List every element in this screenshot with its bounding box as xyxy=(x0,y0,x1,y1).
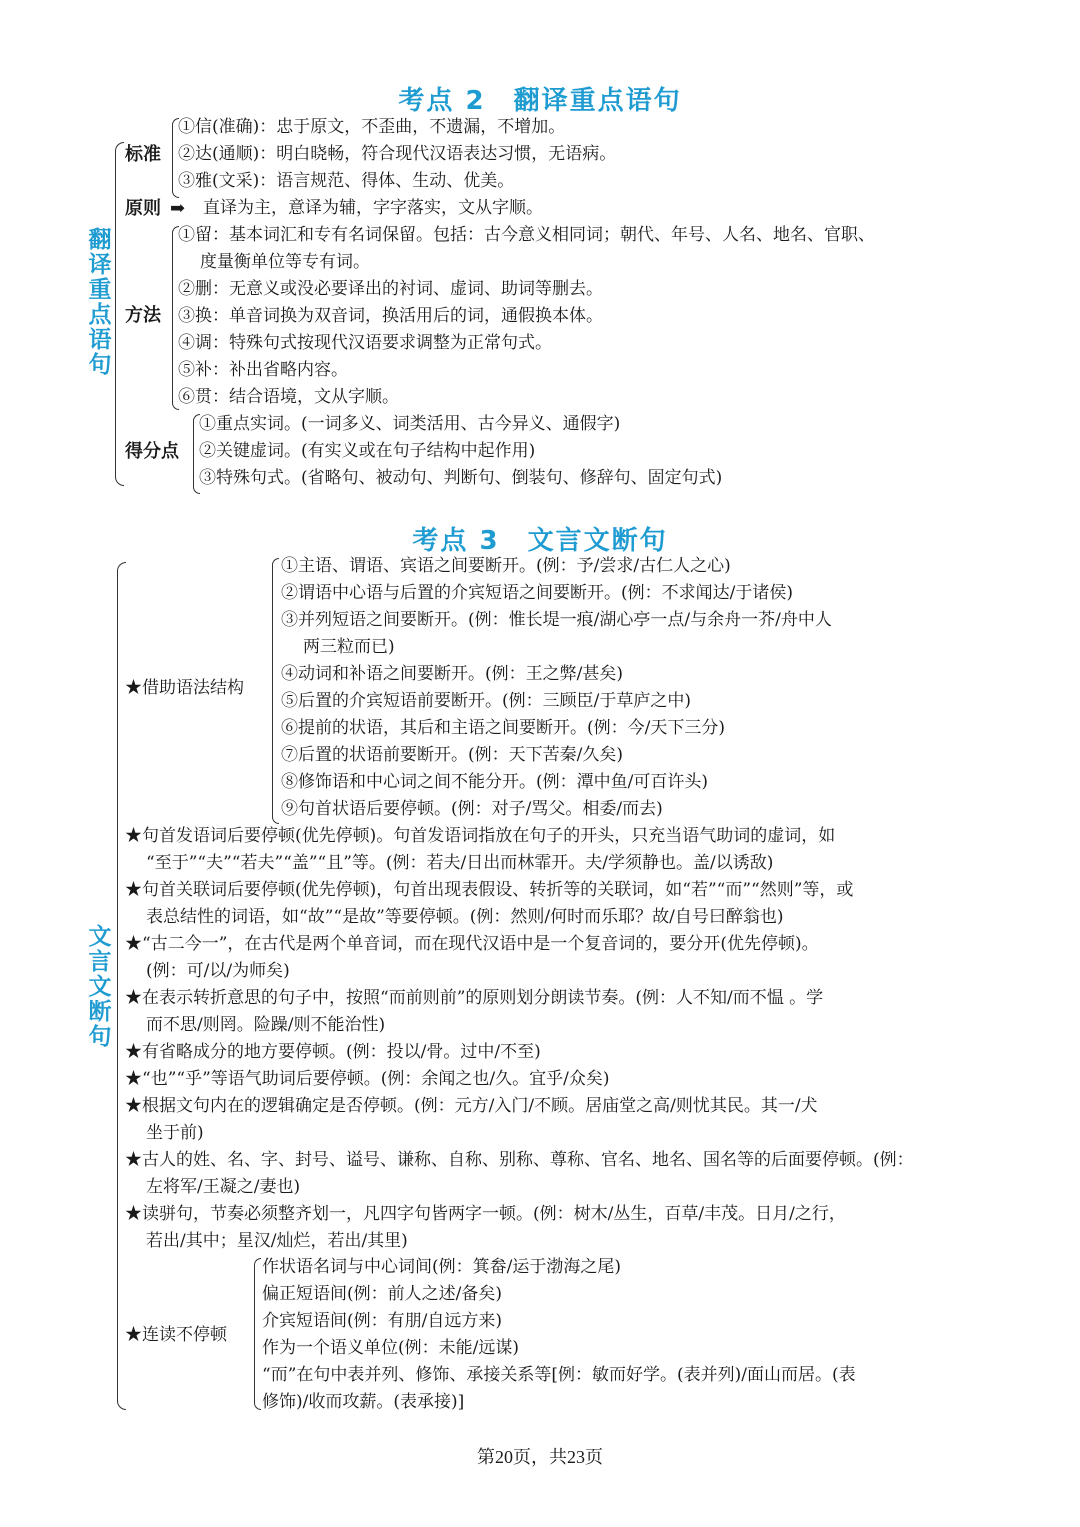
score-item-3: ③特殊句式。(省略句、被动句、判断句、倒装句、修辞句、固定句式) xyxy=(199,468,723,488)
principle-label: 原则 xyxy=(125,198,161,219)
section3-title: 考点 3 文言文断句 xyxy=(412,526,668,556)
method-item-3: ③换：单音词换为双音词，换活用后的词，通假换本体。 xyxy=(178,306,603,326)
rule-7-line2: 坐于前) xyxy=(146,1123,204,1143)
continuous-item-5: “而”在句中表并列、修饰、承接关系等[例：敏而好学。(表并列)/面山而居。(表 xyxy=(262,1365,856,1385)
grammar-item-6: ⑥提前的状语，其后和主语之间要断开。(例：今/天下三分) xyxy=(281,718,725,738)
rule-3-line2: (例：可/以/为师矣) xyxy=(146,961,290,981)
rule-4-line2: 而不思/则罔。险躁/则不能治性) xyxy=(146,1015,386,1035)
rule-6-line1: ★“也”“乎”等语气助词后要停顿。(例：余闻之也/久。宜乎/众矣) xyxy=(125,1069,610,1089)
method-item-1: ①留：基本词汇和专有名词保留。包括：古今意义相同词；朝代、年号、人名、地名、官职、 xyxy=(178,225,875,245)
grammar-item-8: ⑧修饰语和中心词之间不能分开。(例：潭中鱼/可百许头) xyxy=(281,772,708,792)
rule-9-line2: 若出/其中；星汉/灿烂，若出/其里) xyxy=(146,1231,408,1251)
rule-8-line2: 左将军/王凝之/妻也) xyxy=(146,1177,301,1197)
grammar-item-3: ③并列短语之间要断开。(例：惟长堤一痕/湖心亭一点/与余舟一芥/舟中人 xyxy=(281,610,832,630)
page-footer: 第20页，共23页 xyxy=(477,1447,603,1467)
standard-item-2: ②达(通顺)：明白晓畅，符合现代汉语表达习惯，无语病。 xyxy=(178,144,617,164)
standard-item-3: ③雅(文采)：语言规范、得体、生动、优美。 xyxy=(178,171,515,191)
rule-2-line2: 表总结性的词语，如“故”“是故”等要停顿。(例：然则/何时而乐耶？故/自号曰醉翁也) xyxy=(146,907,784,927)
grammar-item-3-cont: 两三粒而已) xyxy=(303,637,395,657)
rule-2-line1: ★句首关联词后要停顿(优先停顿)，句首出现表假设、转折等的关联词，如“若”“而”“然则”等，或 xyxy=(125,880,854,900)
standard-item-1: ①信(准确)：忠于原文，不歪曲，不遗漏，不增加。 xyxy=(178,117,566,137)
score-item-2: ②关键虚词。(有实义或在句子结构中起作用) xyxy=(199,441,536,461)
score-item-1: ①重点实词。(一词多义、词类活用、古今异义、通假字) xyxy=(199,414,621,434)
rule-8-line1: ★古人的姓、名、字、封号、谥号、谦称、自称、别称、尊称、官名、地名、国名等的后面要停顿。(例： xyxy=(125,1150,914,1170)
grammar-item-7: ⑦后置的状语前要断开。(例：天下苦秦/久矣) xyxy=(281,745,623,765)
continuous-item-3: 介宾短语间(例：有朋/自远方来) xyxy=(262,1311,502,1331)
rule-4-line1: ★在表示转折意思的句子中，按照“而前则前”的原则划分朗读节奏。(例：人不知/而不愠 。学 xyxy=(125,988,824,1008)
rule-1-line1: ★句首发语词后要停顿(优先停顿)。句首发语词指放在句子的开头，只充当语气助词的虚词，如 xyxy=(125,826,836,846)
method-item-1-cont: 度量衡单位等专有词。 xyxy=(200,252,370,272)
section2-side-label: 翻 译 重 点 语 句 xyxy=(88,227,112,378)
grammar-item-2: ②谓语中心语与后置的介宾短语之间要断开。(例：不求闻达/于诸侯) xyxy=(281,583,793,603)
section2-title: 考点 2 翻译重点语句 xyxy=(398,86,682,116)
continuous-item-5-cont: 修饰)/收而攻薪。(表承接)] xyxy=(262,1392,465,1412)
grammar-label: ★借助语法结构 xyxy=(125,678,244,698)
grammar-item-9: ⑨句首状语后要停顿。(例：对子/骂父。相委/而去) xyxy=(281,799,663,819)
method-item-5: ⑤补：补出省略内容。 xyxy=(178,360,348,380)
section3-side-label: 文 言 文 断 句 xyxy=(88,924,112,1050)
arrow-right-icon: ➡ xyxy=(170,198,186,219)
rule-7-line1: ★根据文句内在的逻辑确定是否停顿。(例：元方/入门/不顾。居庙堂之高/则忧其民。其一/犬 xyxy=(125,1096,818,1116)
method-item-4: ④调：特殊句式按现代汉语要求调整为正常句式。 xyxy=(178,333,552,353)
rule-9-line1: ★读骈句，节奏必须整齐划一，凡四字句皆两字一顿。(例：树木/丛生，百草/丰茂。日月/之行， xyxy=(125,1204,846,1224)
principle-text: 直译为主，意译为辅，字字落实，文从字顺。 xyxy=(203,198,543,218)
rule-1-line2: “至于”“夫”“若夫”“盖”“且”等。(例：若夫/日出而林霏开。夫/学须静也。盖/以诱敌) xyxy=(146,853,774,873)
continuous-item-1: 作状语名词与中心词间(例：箕畚/运于渤海之尾) xyxy=(262,1257,621,1277)
continuous-brace xyxy=(254,1258,261,1410)
method-item-6: ⑥贯：结合语境，文从字顺。 xyxy=(178,387,399,407)
section2-main-brace xyxy=(115,142,124,486)
continuous-label: ★连读不停顿 xyxy=(125,1325,227,1345)
continuous-item-4: 作为一个语义单位(例：未能/远谋) xyxy=(262,1338,519,1358)
grammar-item-4: ④动词和补语之间要断开。(例：王之弊/甚矣) xyxy=(281,664,623,684)
continuous-item-2: 偏正短语间(例：前人之述/备矣) xyxy=(262,1284,502,1304)
method-label: 方法 xyxy=(125,305,161,326)
score-label: 得分点 xyxy=(125,441,179,462)
grammar-item-5: ⑤后置的介宾短语前要断开。(例：三顾臣/于草庐之中) xyxy=(281,691,691,711)
method-item-2: ②删：无意义或没必要译出的衬词、虚词、助词等删去。 xyxy=(178,279,603,299)
rule-3-line1: ★“古二今一”，在古代是两个单音词，而在现代汉语中是一个复音词的，要分开(优先停顿)。 xyxy=(125,934,819,954)
grammar-brace xyxy=(272,558,279,824)
rule-5-line1: ★有省略成分的地方要停顿。(例：投以/骨。过中/不至) xyxy=(125,1042,541,1062)
standard-label: 标准 xyxy=(125,144,161,165)
grammar-item-1: ①主语、谓语、宾语之间要断开。(例：予/尝求/古仁人之心) xyxy=(281,556,731,576)
